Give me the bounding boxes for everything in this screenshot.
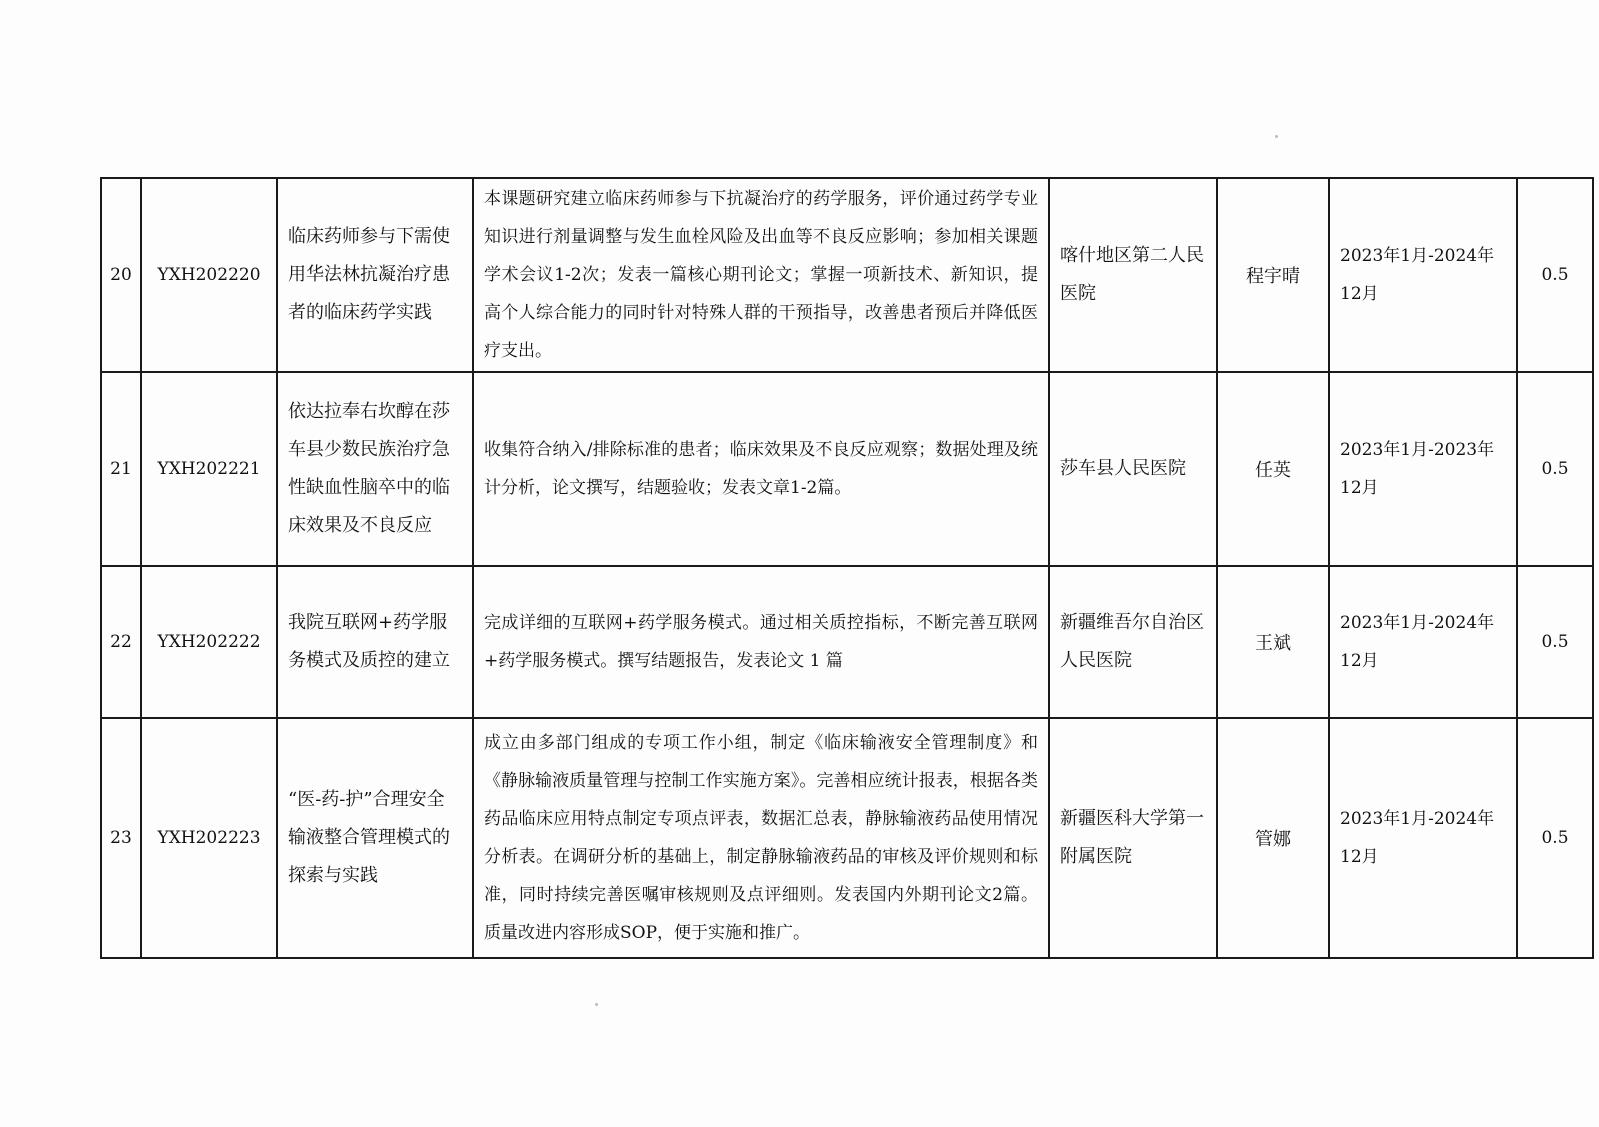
- project-table: [100, 177, 1594, 959]
- project-id: YXH202221: [141, 372, 277, 566]
- project-organization: 喀什地区第二人民医院: [1049, 178, 1217, 372]
- scan-speck: [595, 1003, 598, 1006]
- project-content: 本课题研究建立临床药师参与下抗凝治疗的药学服务，评价通过药学专业知识进行剂量调整与发生血栓风险及出血等不良反应影响；参加相关课题学术会议1-2次；发表一篇核心期刊论文；掌握一项新技术、新知识，提高个人综合能力的同时针对特殊人群的干预指导，改善患者预后并降低医疗支出。: [473, 178, 1049, 372]
- project-period: 2023年1月-2024年12月: [1329, 178, 1517, 372]
- project-funding: 0.5: [1517, 566, 1593, 718]
- project-organization: 新疆医科大学第一附属医院: [1049, 718, 1217, 958]
- project-organization: 新疆维吾尔自治区人民医院: [1049, 566, 1217, 718]
- project-organization: 莎车县人民医院: [1049, 372, 1217, 566]
- project-funding: 0.5: [1517, 178, 1593, 372]
- project-leader: 程宇晴: [1217, 178, 1329, 372]
- project-content: 成立由多部门组成的专项工作小组，制定《临床输液安全管理制度》和《静脉输液质量管理与控制工作实施方案》。完善相应统计报表，根据各类药品临床应用特点制定专项点评表，数据汇总表，静脉输液药品使用情况分析表。在调研分析的基础上，制定静脉输液药品的审核及评价规则和标准，同时持续完善医嘱审核规则及点评细则。发表国内外期刊论文2篇。质量改进内容形成SOP，便于实施和推广。: [473, 718, 1049, 958]
- row-number: 20: [101, 178, 141, 372]
- table-row: [101, 718, 1593, 958]
- project-funding: 0.5: [1517, 718, 1593, 958]
- project-id: YXH202222: [141, 566, 277, 718]
- row-number: 21: [101, 372, 141, 566]
- project-content: 收集符合纳入/排除标准的患者；临床效果及不良反应观察；数据处理及统计分析，论文撰写，结题验收；发表文章1-2篇。: [473, 372, 1049, 566]
- project-leader: 管娜: [1217, 718, 1329, 958]
- project-content: 完成详细的互联网+药学服务模式。通过相关质控指标，不断完善互联网+药学服务模式。撰写结题报告，发表论文 1 篇: [473, 566, 1049, 718]
- project-period: 2023年1月-2024年12月: [1329, 566, 1517, 718]
- table-row: [101, 566, 1593, 718]
- project-period: 2023年1月-2023年12月: [1329, 372, 1517, 566]
- project-id: YXH202220: [141, 178, 277, 372]
- project-leader: 王斌: [1217, 566, 1329, 718]
- table-row: [101, 372, 1593, 566]
- project-funding: 0.5: [1517, 372, 1593, 566]
- project-period: 2023年1月-2024年12月: [1329, 718, 1517, 958]
- project-name: 我院互联网+药学服务模式及质控的建立: [277, 566, 473, 718]
- project-name: 依达拉奉右坎醇在莎车县少数民族治疗急性缺血性脑卒中的临床效果及不良反应: [277, 372, 473, 566]
- project-name: “医-药-护”合理安全输液整合管理模式的探索与实践: [277, 718, 473, 958]
- project-name: 临床药师参与下需使用华法林抗凝治疗患者的临床药学实践: [277, 178, 473, 372]
- row-number: 23: [101, 718, 141, 958]
- project-leader: 任英: [1217, 372, 1329, 566]
- project-id: YXH202223: [141, 718, 277, 958]
- scan-speck: [1275, 135, 1278, 138]
- row-number: 22: [101, 566, 141, 718]
- table-row: [101, 178, 1593, 372]
